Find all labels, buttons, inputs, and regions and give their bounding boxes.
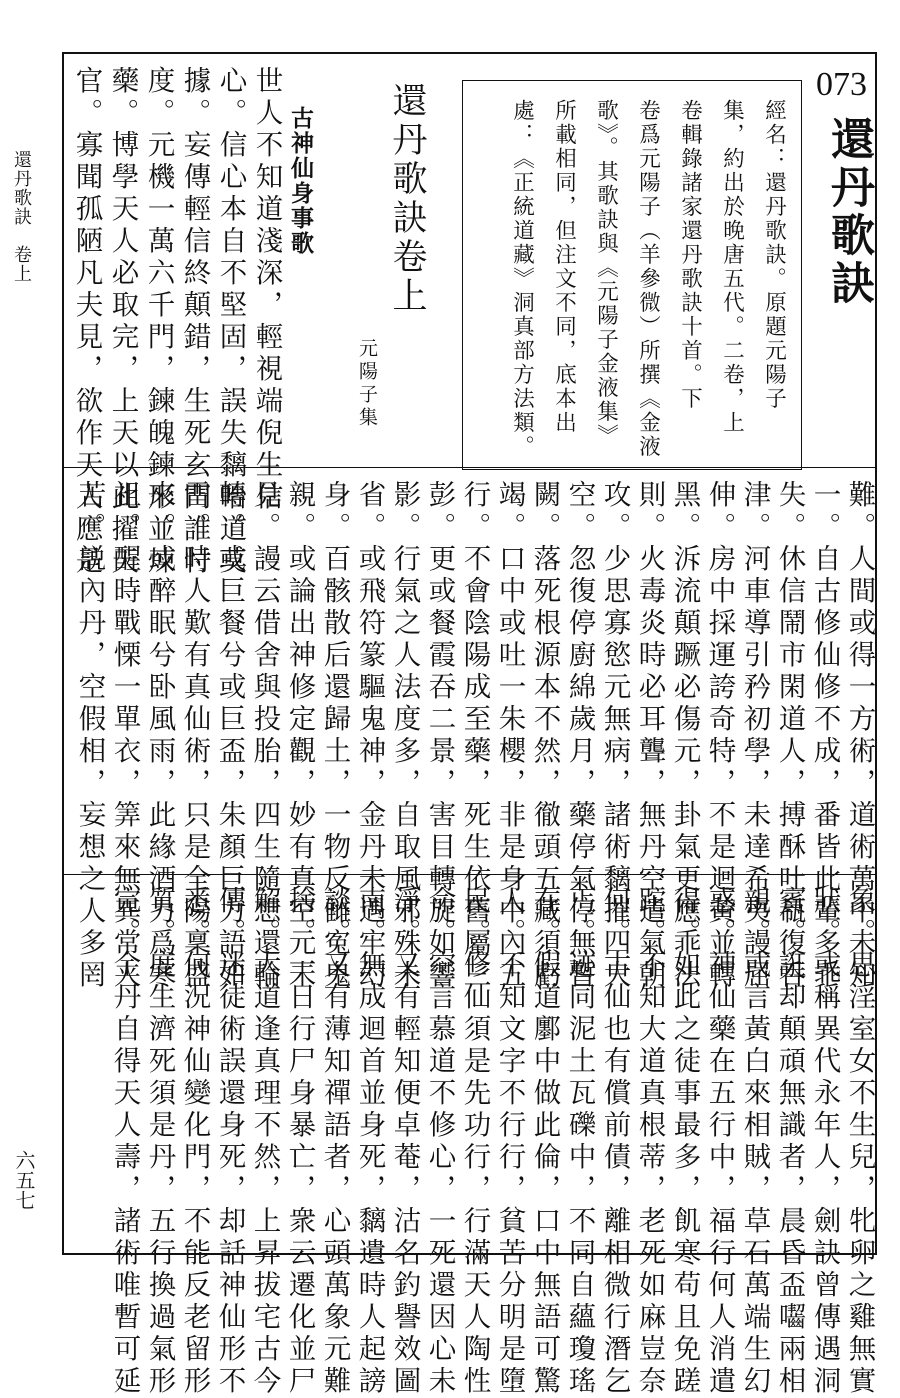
text-column: 親。或言黃白來相賊，草石萬端生幻: [738, 886, 771, 1398]
text-column: 行。不會陰陽成至藥，死生依舊屬三: [458, 480, 491, 992]
book-title: 還丹歌訣卷上: [387, 82, 427, 316]
scripture-note-box: [462, 80, 802, 470]
text-column: 身。百骸散后還歸土，一物反雠寃鬼: [318, 480, 351, 992]
text-column: 談。又有薄知禪語者，心頭萬象元難: [318, 886, 351, 1398]
text-column: 心。信心本自不堅固，誤失黐咍道莫: [214, 66, 247, 578]
text-column: 民。修仙須是先功行，行滿天人陶性: [458, 886, 491, 1398]
text-column: 傳。迷徒術誤還身死，却話神仙形不: [213, 886, 246, 1398]
entry-number: 073: [816, 66, 867, 103]
text-column: 世人不知道淺深，輕視端倪生信: [250, 66, 283, 514]
text-column: 淨。又有輕知便卓菴，沽名釣譽效圖: [388, 886, 421, 1398]
text-column: 竭。口中或吐一朱櫻，非是身中內五: [493, 480, 526, 992]
note-column: 歌》。其歌訣與《元陽子金液集》: [593, 99, 619, 449]
text-column: 轉。或巨餐兮或巨盃，朱顏巨力語如: [213, 480, 246, 992]
text-column: 親。或論出神修定觀，妙有真空元未: [283, 480, 316, 992]
text-column: 闕。落死根源本不然，徹頭五藏須虧: [528, 480, 561, 992]
text-column: 捨。一日行尸身暴亡，衆云遷化並尸: [283, 886, 316, 1398]
text-column: 丐。迹同泥土瓦礫中，不同自蘊瓊瑤: [563, 886, 596, 1398]
note-column: 卷輯錄諸家還丹歌訣十首。下: [677, 99, 703, 411]
text-column: 失。休信鬧市閑道人，搏酥吐瓻復呑: [773, 480, 806, 992]
text-column: 解。大道逢真理不然，上昇拔宅古今: [248, 886, 281, 1398]
note-column: 集，約出於晚唐五代。二卷，上: [719, 99, 745, 435]
text-column: 何。古仙也有償前債，離相微行潛乞: [598, 886, 631, 1398]
note-column: 所載相同，但注文不同，底本出: [551, 99, 577, 435]
text-column: 彭。更或餐霞吞二景，害目轉旋如響: [423, 480, 456, 992]
text-column: 完。金丹自得天人壽，諸術唯暫可延: [108, 886, 141, 1398]
text-column: 祖。醒時戰慄一單衣，筭來無異常人: [108, 480, 141, 992]
text-column: 人。不知文字不行行，貧苦分明是墮: [493, 886, 526, 1398]
text-column: 影。行氣之人法度多，自取風邪殊未: [388, 480, 421, 992]
text-column: 藥。博學天人必取完，上天以此擢天: [106, 66, 139, 578]
section-heading: 古神仙身事歌: [287, 106, 313, 256]
text-column: 一。自古修仙修不成，番皆此輩多乖: [808, 480, 841, 992]
text-column: 則。火毒炎時必耳聾，無丹空遣氣朝: [633, 480, 666, 992]
page-number: 六五七: [12, 1150, 36, 1210]
text-column: 黑。泝流顛蹶必傷元，卦氣更應乖法: [668, 480, 701, 992]
text-column: 雷。時人歎有真仙術，只是全陽稟盛: [178, 480, 211, 992]
text-column: 南。無成迴首並身死，黐遺時人起謗: [353, 886, 386, 1398]
text-column: 津。河車導引矜初學，未達希夷謾屈: [738, 480, 771, 992]
text-column: 省。或飛符篆驅鬼神，金丹未遇牢幻: [353, 480, 386, 992]
entry-title: 還丹歌訣: [823, 116, 874, 308]
text-column: 伸。房中採運誇奇特，不是迴黃並轉: [703, 480, 736, 992]
text-column: 質。度生濟死須是丹，五行換過氣形: [143, 886, 176, 1398]
text-column: 攻。少思寡慾元無病，諸術黐摧四大: [598, 480, 631, 992]
margin-running-title: 還丹歌訣 卷上: [11, 150, 32, 283]
page-frame: [62, 52, 877, 1398]
text-column: 官。寡聞孤陋凡夫見，欲作天人應是: [70, 66, 103, 578]
text-column: 象。思淫室女不生兒，牝卵之雞無實: [843, 886, 876, 1398]
text-column: 空。忽復停廚綿歲月，藥停氣停無暫: [563, 480, 596, 992]
text-column: 得。如此之徒事最多，飢寒苟且免蹉: [668, 886, 701, 1398]
text-column: 苦。説內丹，空假相，妄想之人多罔: [73, 480, 106, 992]
text-column: 據。妄傳輕信終顛錯，生死玄門誰忖: [178, 66, 211, 578]
text-column: 來。或醉眠兮卧風雨，此緣酒力爲寒: [143, 480, 176, 992]
text-column: 跎。不知大道真根蒂，老死如麻豈奈: [633, 886, 666, 1398]
note-column: 經名：還丹歌訣。原題元陽子: [761, 99, 787, 411]
text-column: 悉。何況神仙變化門，不能反老留形: [178, 886, 211, 1398]
text-column: 賓。誑却顛頑無識者，晨昏盃囓兩相: [773, 886, 806, 1398]
text-column: 難。人間或得一方術，道術萬中未知: [843, 480, 876, 992]
note-column: 處：《正統道藏》洞真部方法類。: [509, 99, 535, 459]
text-column: 在。假道鄽中做此倫，口中無語可驚: [528, 886, 561, 1398]
text-column: 狀。或稱異代永年人，劍訣曾傳遇洞: [808, 886, 841, 1398]
text-column: 見。謾云借舍與投胎，四生隨想還輪: [248, 480, 281, 992]
text-column: 命。空言慕道不修心，一死還因心未: [423, 886, 456, 1398]
note-column: 卷爲元陽子（羊參微）所撰《金液: [635, 99, 661, 459]
text-column: 度。元機一萬六千門，鍊魄鍊形並煉: [142, 66, 175, 578]
book-author: 元陽子集: [356, 338, 378, 430]
text-column: 惑。神仙藥在五行中，福行何人消遣: [703, 886, 736, 1398]
